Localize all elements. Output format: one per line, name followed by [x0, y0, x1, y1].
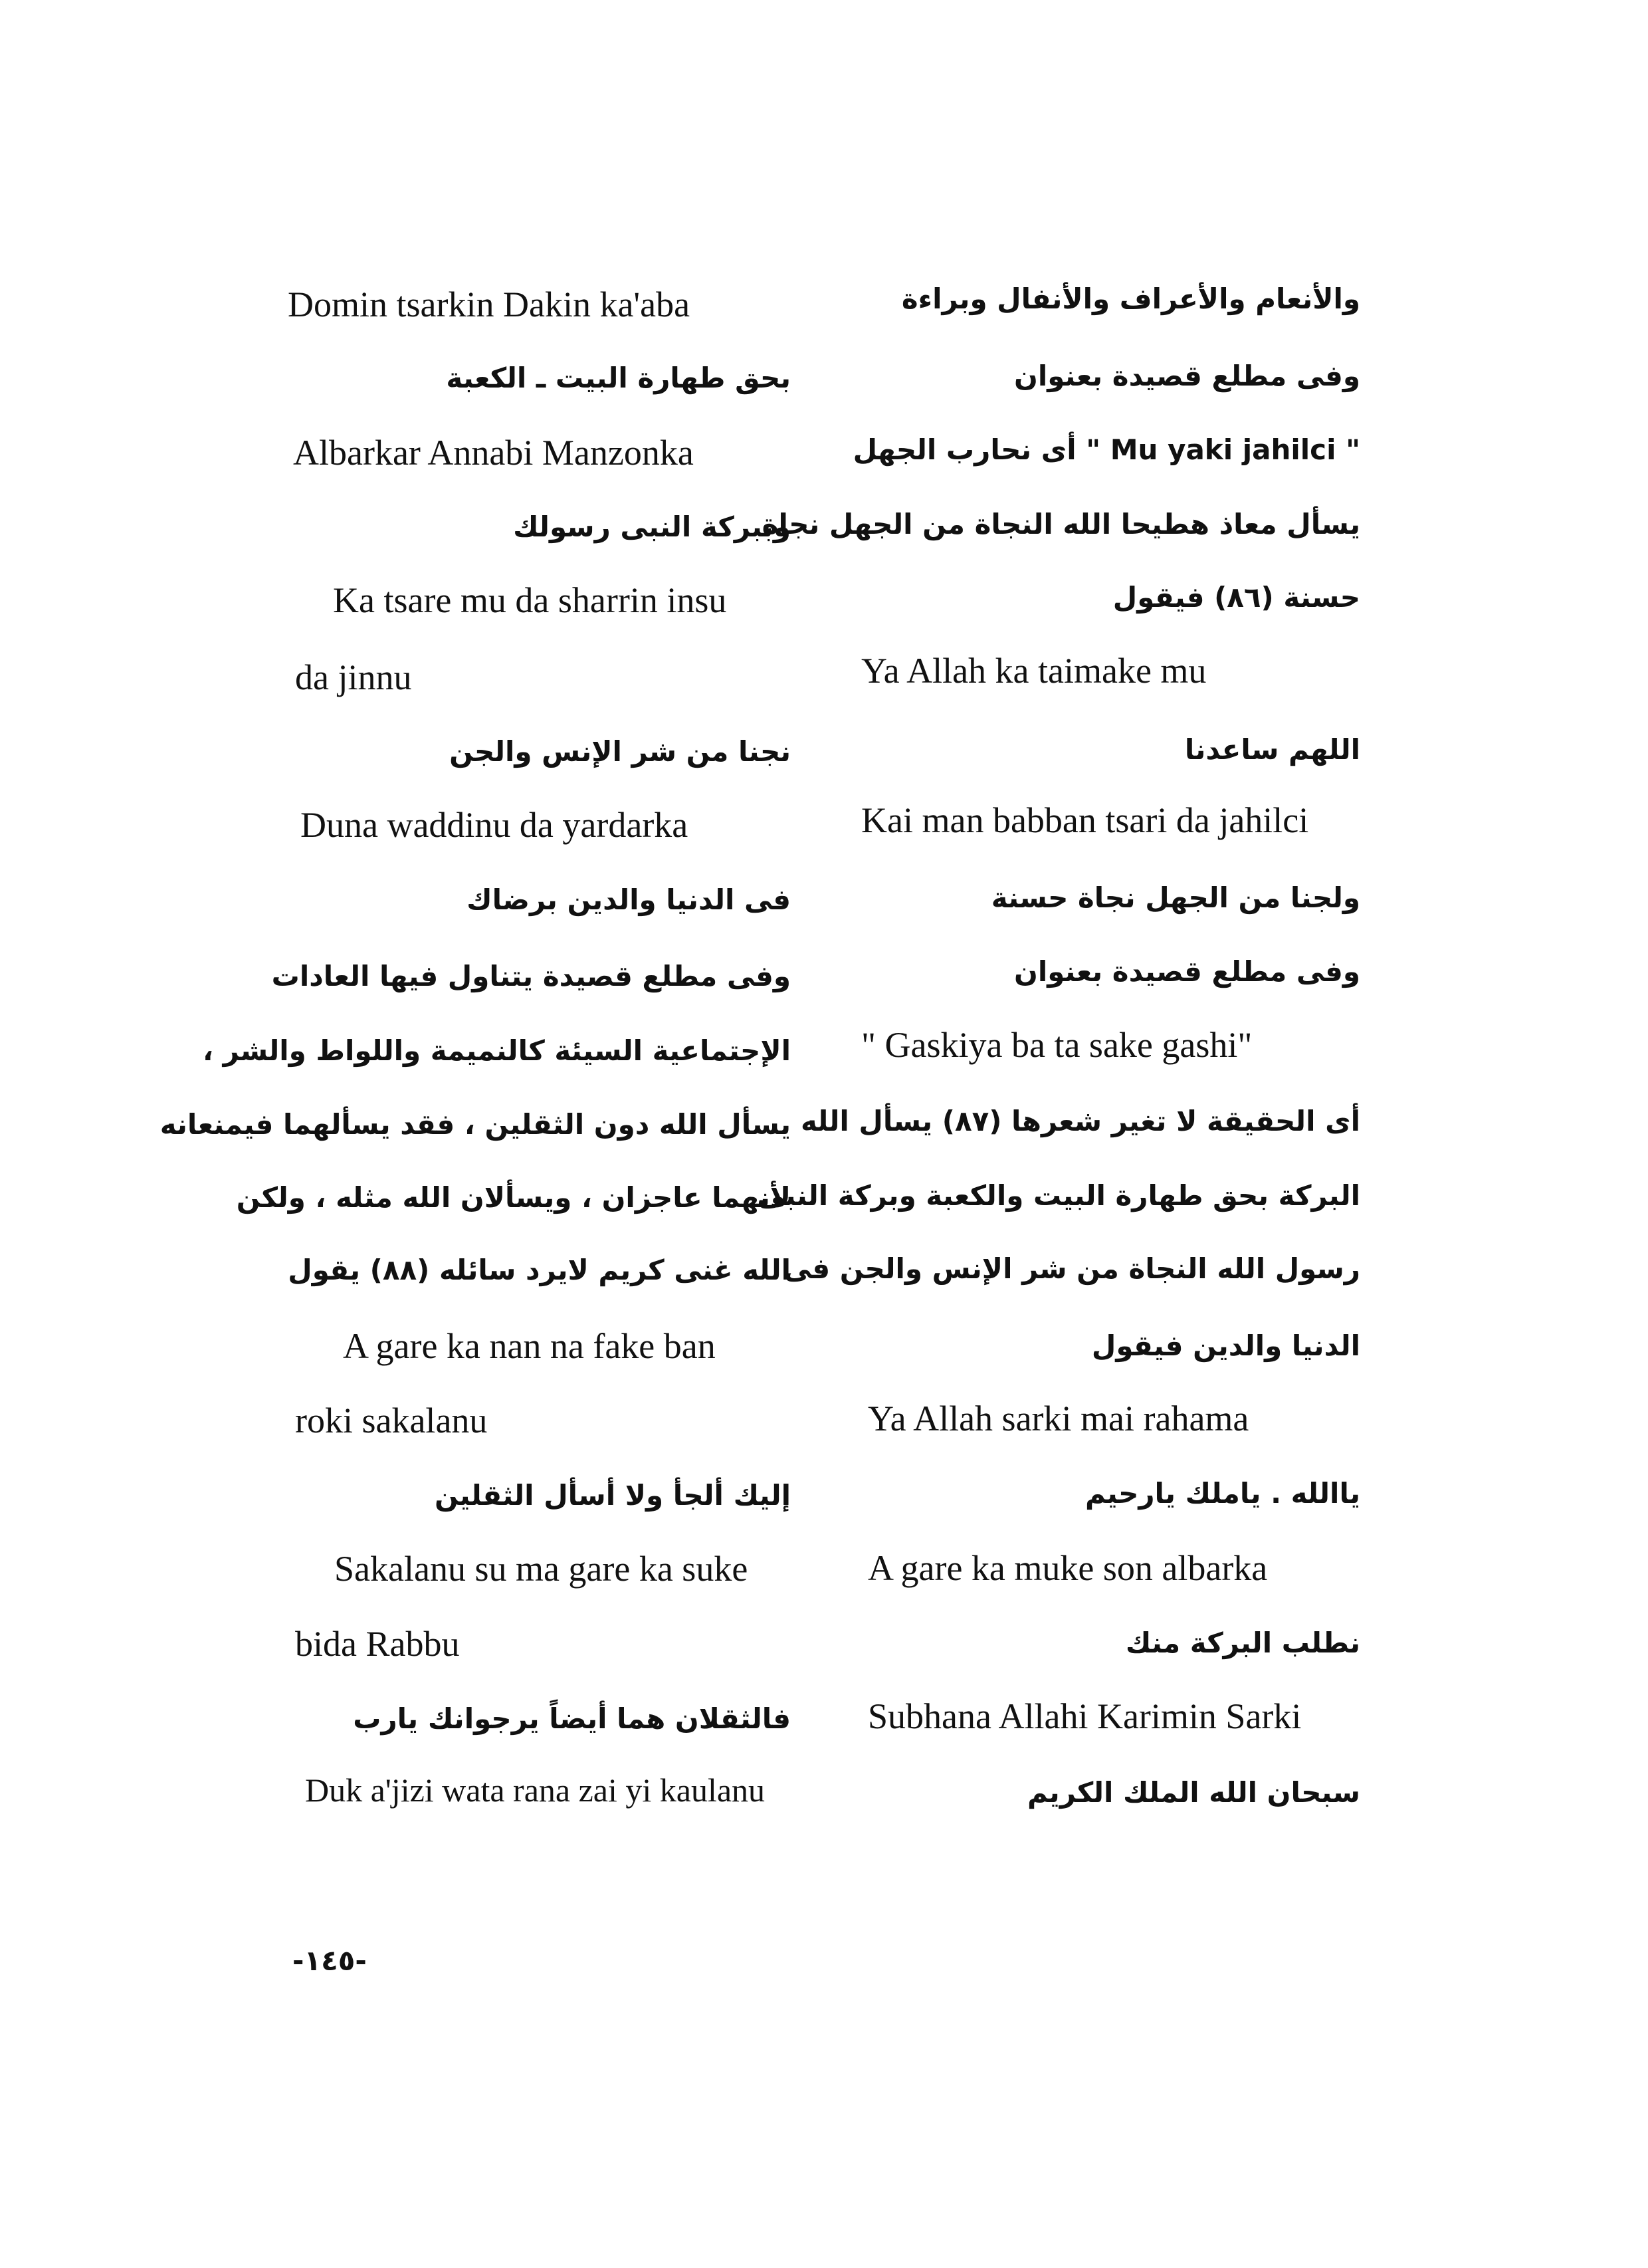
right-line-13: البركة بحق طهارة البيت والكعبة وبركة النبى — [757, 1179, 1360, 1212]
left-line-17: إليك ألجأ ولا أسأل الثقلين — [434, 1479, 791, 1512]
right-line-11: " Gaskiya ba ta sake gashi" — [861, 1025, 1253, 1065]
right-line-15: الدنيا والدين فيقول — [1091, 1329, 1360, 1362]
right-line-5: حسنة (٨٦) فيقول — [1112, 581, 1360, 614]
left-line-18: Sakalanu su ma gare ka suke — [334, 1549, 748, 1589]
right-line-2: وفى مطلع قصيدة بعنوان — [1013, 360, 1360, 392]
left-line-6: da jinnu — [295, 657, 412, 697]
left-line-15: A gare ka nan na fake ban — [343, 1326, 716, 1366]
left-line-7: نجنا من شر الإنس والجن — [449, 735, 791, 768]
right-line-20: Subhana Allahi Karimin Sarki — [868, 1696, 1302, 1736]
right-line-7: اللهم ساعدنا — [1184, 733, 1360, 766]
left-line-4: وببركة النبى رسولك — [513, 510, 791, 543]
left-line-10: وفى مطلع قصيدة يتناول فيها العادات — [271, 960, 791, 992]
left-line-9: فى الدنيا والدين برضاك — [466, 883, 791, 916]
left-line-8: Duna waddinu da yardarka — [300, 805, 688, 845]
right-line-1: والأنعام والأعراف والأنفال وبراءة — [901, 283, 1360, 315]
right-line-17: ياالله . ياملك يارحيم — [1084, 1477, 1360, 1510]
right-line-19: نطلب البركة منك — [1125, 1627, 1360, 1659]
right-line-3: " Mu yaki jahilci " أى نحارب الجهل — [853, 433, 1360, 466]
left-line-1: Domin tsarkin Dakin ka'aba — [288, 284, 690, 324]
page-number: -١٤٥- — [292, 1944, 367, 1977]
left-line-3: Albarkar Annabi Manzonka — [293, 433, 694, 473]
left-line-12: يسأل الله دون الثقلين ، فقد يسألهما فيمنعانه — [159, 1108, 791, 1141]
right-line-21: سبحان الله الملك الكريم — [1027, 1776, 1360, 1809]
left-line-13: لأنهما عاجزان ، ويسألان الله مثله ، ولكن — [236, 1181, 791, 1214]
left-line-14: الله غنى كريم لايرد سائله (٨٨) يقول — [288, 1254, 791, 1286]
right-line-14: رسول الله النجاة من شر الإنس والجن فى — [783, 1252, 1360, 1285]
left-line-11: الإجتماعية السيئة كالنميمة واللواط والشر ، — [203, 1034, 791, 1067]
right-line-6: Ya Allah ka taimake mu — [861, 651, 1207, 691]
right-line-9: ولجنا من الجهل نجاة حسنة — [991, 881, 1360, 914]
right-line-10: وفى مطلع قصيدة بعنوان — [1013, 955, 1360, 988]
right-line-4: يسأل معاذ هطيحا الله النجاة من الجهل نجاة — [762, 508, 1360, 540]
left-line-2: بحق طهارة البيت ـ الكعبة — [446, 362, 791, 394]
right-line-18: A gare ka muke son albarka — [868, 1548, 1268, 1588]
left-line-5: Ka tsare mu da sharrin insu — [333, 580, 727, 620]
left-line-21: Duk a'jizi wata rana zai yi kaulanu — [305, 1771, 766, 1809]
left-line-20: فالثقلان هما أيضاً يرجوانك يارب — [353, 1702, 791, 1735]
right-line-12: أى الحقيقة لا تغير شعرها (٨٧) يسأل الله — [801, 1105, 1360, 1137]
left-line-19: bida Rabbu — [295, 1624, 460, 1664]
right-line-8: Kai man babban tsari da jahilci — [861, 800, 1309, 840]
right-line-16: Ya Allah sarki mai rahama — [868, 1399, 1249, 1438]
left-line-16: roki sakalanu — [295, 1401, 488, 1440]
